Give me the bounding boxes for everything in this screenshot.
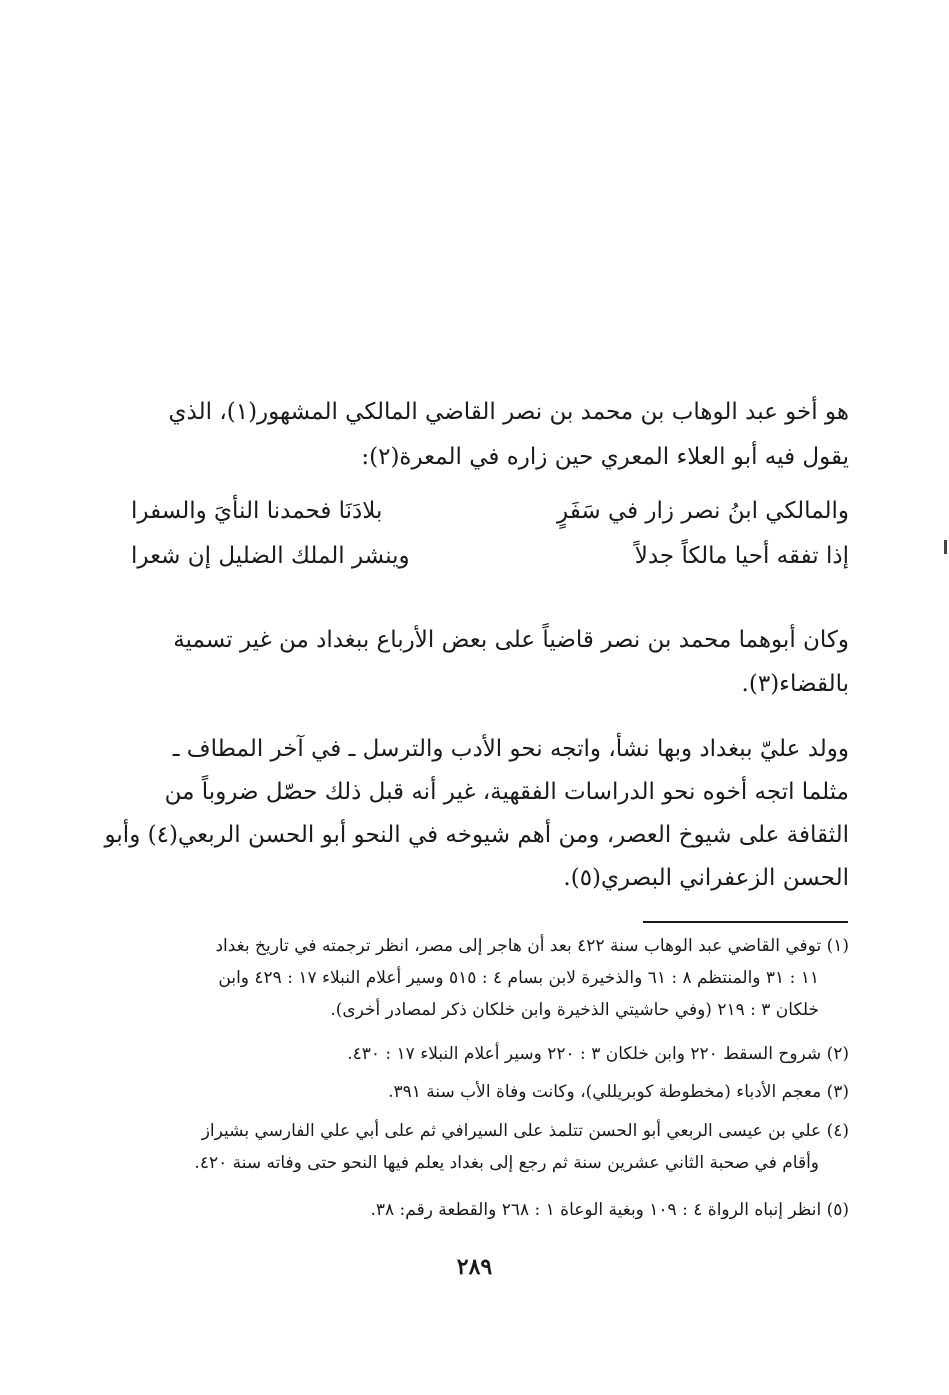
text-line: وكان أبوهما محمد بن نصر قاضياً على بعض الأرباع ببغداد من غير تسمية (173, 627, 849, 653)
verse-first-hemistich: والمالكي ابنُ نصر زار في سَفَرٍ (557, 498, 849, 524)
page-number: ٢٨٩ (456, 1254, 493, 1280)
text-line: الثقافة على شيوخ العصر، ومن أهم شيوخه في النحو أبو الحسن الربعي(٤) وأبو (104, 822, 849, 848)
verse-first-hemistich: إذا تفقه أحيا مالكاً جدلاً (634, 543, 849, 569)
footnote-line: خلكان ٣ : ٢١٩ (وفي حاشيتي الذخيرة وابن خلكان ذكر لمصادر أخرى). (330, 1000, 819, 1020)
footnote-line: (٥) انظر إنباه الرواة ٤ : ١٠٩ وبغية الوعاة ١ : ٢٦٨ والقطعة رقم: ٣٨. (370, 1200, 849, 1220)
text-line: بالقضاء(٣). (741, 671, 849, 697)
footnote-line: (١) توفي القاضي عبد الوهاب سنة ٤٢٢ بعد أن هاجر إلى مصر، انظر ترجمته في تاريخ بغداد (215, 936, 849, 956)
footnote-line: (٢) شروح السقط ٢٢٠ وابن خلكان ٣ : ٢٢٠ وسير أعلام النبلاء ١٧ : ٤٣٠. (347, 1044, 849, 1064)
footnote-line: وأقام في صحبة الثاني عشرين سنة ثم رجع إلى بغداد يعلم فيها النحو حتى وفاته سنة ٤٢٠. (194, 1153, 819, 1173)
text-line: الحسن الزعفراني البصري(٥). (563, 865, 849, 891)
footnote-separator (643, 921, 848, 923)
verse-second-hemistich: بلادَنَا فحمدنا النأيَ والسفرا (131, 498, 383, 524)
footnote-line: ١١ : ٣١ والمنتظم ٨ : ٦١ والذخيرة لابن بسام ٤ : ٥١٥ وسير أعلام النبلاء ١٧ : ٤٢٩ وابن (218, 968, 819, 988)
poem-verse (131, 490, 849, 532)
text-line: هو أخو عبد الوهاب بن محمد بن نصر القاضي المالكي المشهور(١)، الذي (168, 399, 849, 425)
verse-second-hemistich: وينشر الملك الضليل إن شعرا (131, 543, 410, 569)
poem-verse (131, 535, 849, 577)
text-line: يقول فيه أبو العلاء المعري حين زاره في المعرة(٢): (361, 444, 849, 470)
scan-artifact-mark (944, 540, 947, 554)
text-line: وولد عليّ ببغداد وبها نشأ، واتجه نحو الأدب والترسل ـ في آخر المطاف ـ (172, 736, 849, 762)
footnote-line: (٣) معجم الأدباء (مخطوطة كوبريللي)، وكانت وفاة الأب سنة ٣٩١. (388, 1082, 849, 1102)
text-line: مثلما اتجه أخوه نحو الدراسات الفقهية، غير أنه قبل ذلك حصّل ضروباً من (164, 779, 849, 805)
footnote-line: (٤) علي بن عيسى الربعي أبو الحسن تتلمذ على السيرافي ثم على أبي علي الفارسي بشيراز (201, 1121, 849, 1141)
